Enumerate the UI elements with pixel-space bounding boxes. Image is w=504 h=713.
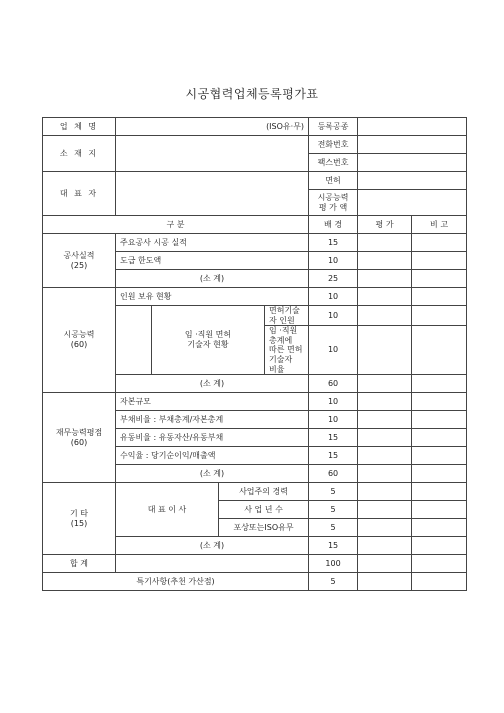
header-remark: 비 고	[412, 216, 467, 234]
subtotal-label: (소 계)	[116, 375, 309, 393]
remark-cell[interactable]	[412, 234, 467, 252]
item-score: 5	[309, 519, 358, 537]
item-score: 15	[309, 447, 358, 465]
ratio-label: 임 ·직원 총계에 따른 면허기술자 비율	[265, 326, 309, 375]
item-score: 10	[309, 306, 358, 326]
item-label: 사 업 년 수	[219, 501, 309, 519]
eval-cell[interactable]	[358, 375, 412, 393]
fax-field[interactable]	[358, 154, 467, 172]
item-label: 포상또는ISO유무	[219, 519, 309, 537]
item-score: 5	[309, 483, 358, 501]
subtotal-label: (소 계)	[116, 537, 309, 555]
company-name-label: 업 체 명	[43, 118, 116, 136]
header-score: 배 경	[309, 216, 358, 234]
item-label: 주요공사 시공 실적	[116, 234, 309, 252]
item-label: 자본규모	[116, 393, 309, 411]
subtotal-score: 25	[309, 270, 358, 288]
special-label: 특기사항(추천 가산점)	[43, 573, 309, 591]
special-score: 5	[309, 573, 358, 591]
remark-cell[interactable]	[412, 555, 467, 573]
address-field[interactable]	[116, 136, 309, 172]
remark-cell[interactable]	[412, 306, 467, 326]
remark-cell[interactable]	[412, 411, 467, 429]
evaluation-table	[42, 117, 467, 591]
capability-label: 시공능력 평 가 액	[309, 190, 358, 216]
remark-cell[interactable]	[412, 465, 467, 483]
etc-group: 대 표 이 사	[116, 483, 219, 537]
reg-type-label: 등록공종	[309, 118, 358, 136]
subtotal-label: (소 계)	[116, 465, 309, 483]
remark-cell[interactable]	[412, 483, 467, 501]
iso-label: (ISO유·무)	[266, 121, 305, 131]
iso-field[interactable]	[116, 118, 309, 136]
ceo-field[interactable]	[116, 172, 309, 216]
item-score: 10	[309, 252, 358, 270]
item-score: 15	[309, 234, 358, 252]
header-category: 구 분	[43, 216, 309, 234]
eval-cell[interactable]	[358, 501, 412, 519]
eval-cell[interactable]	[358, 326, 412, 375]
item-score: 15	[309, 429, 358, 447]
phone-label: 전화번호	[309, 136, 358, 154]
item-label: 도급 한도액	[116, 252, 309, 270]
remark-cell[interactable]	[412, 519, 467, 537]
eval-cell[interactable]	[358, 234, 412, 252]
item-score: 10	[309, 393, 358, 411]
section-construction: 공사실적 (25)	[43, 234, 116, 288]
subtotal-score: 60	[309, 465, 358, 483]
subtotal-score: 60	[309, 375, 358, 393]
item-label: 수익율 : 당기순이익/매출액	[116, 447, 309, 465]
eval-cell[interactable]	[358, 411, 412, 429]
section-finance: 재무능력평점 (60)	[43, 393, 116, 483]
eval-cell[interactable]	[358, 393, 412, 411]
header-eval: 평 가	[358, 216, 412, 234]
total-blank	[116, 555, 309, 573]
remark-cell[interactable]	[412, 288, 467, 306]
item-label: 사업주의 경력	[219, 483, 309, 501]
section-etc: 기 타 (15)	[43, 483, 116, 555]
address-label: 소 재 지	[43, 136, 116, 172]
page-title: 시공협력업체등록평가표	[185, 87, 319, 101]
ability-group: 임 ·직원 면허 기술자 현황	[152, 306, 265, 375]
subtotal-score: 15	[309, 537, 358, 555]
remark-cell[interactable]	[412, 537, 467, 555]
eval-cell[interactable]	[358, 519, 412, 537]
eval-cell[interactable]	[358, 483, 412, 501]
total-label: 합 계	[43, 555, 116, 573]
eval-cell[interactable]	[358, 288, 412, 306]
reg-type-field[interactable]	[358, 118, 467, 136]
eval-cell[interactable]	[358, 306, 412, 326]
eval-cell[interactable]	[358, 573, 412, 591]
remark-cell[interactable]	[412, 429, 467, 447]
remark-cell[interactable]	[412, 501, 467, 519]
eval-cell[interactable]	[358, 429, 412, 447]
item-label: 유동비율 : 유동자산/유동부채	[116, 429, 309, 447]
item-label: 면허기술자 인원	[265, 306, 309, 326]
item-score: 10	[309, 411, 358, 429]
remark-cell[interactable]	[412, 326, 467, 375]
license-field[interactable]	[358, 172, 467, 190]
subtotal-label: (소 계)	[116, 270, 309, 288]
remark-cell[interactable]	[412, 252, 467, 270]
item-label: 인원 보유 현황	[116, 288, 309, 306]
phone-field[interactable]	[358, 136, 467, 154]
item-score: 5	[309, 501, 358, 519]
ceo-label: 대 표 자	[43, 172, 116, 216]
remark-cell[interactable]	[412, 393, 467, 411]
eval-cell[interactable]	[358, 465, 412, 483]
eval-cell[interactable]	[358, 537, 412, 555]
eval-cell[interactable]	[358, 270, 412, 288]
remark-cell[interactable]	[412, 447, 467, 465]
remark-cell[interactable]	[412, 270, 467, 288]
eval-cell[interactable]	[358, 555, 412, 573]
item-label: 부채비율 : 부채총계/자본총계	[116, 411, 309, 429]
capability-field[interactable]	[358, 190, 467, 216]
remark-cell[interactable]	[412, 573, 467, 591]
license-label: 면허	[309, 172, 358, 190]
item-score: 10	[309, 288, 358, 306]
section-ability: 시공능력 (60)	[43, 288, 116, 393]
eval-cell[interactable]	[358, 252, 412, 270]
total-score: 100	[309, 555, 358, 573]
remark-cell[interactable]	[412, 375, 467, 393]
fax-label: 팩스번호	[309, 154, 358, 172]
eval-cell[interactable]	[358, 447, 412, 465]
ability-blank	[116, 306, 152, 375]
item-score: 10	[309, 326, 358, 375]
